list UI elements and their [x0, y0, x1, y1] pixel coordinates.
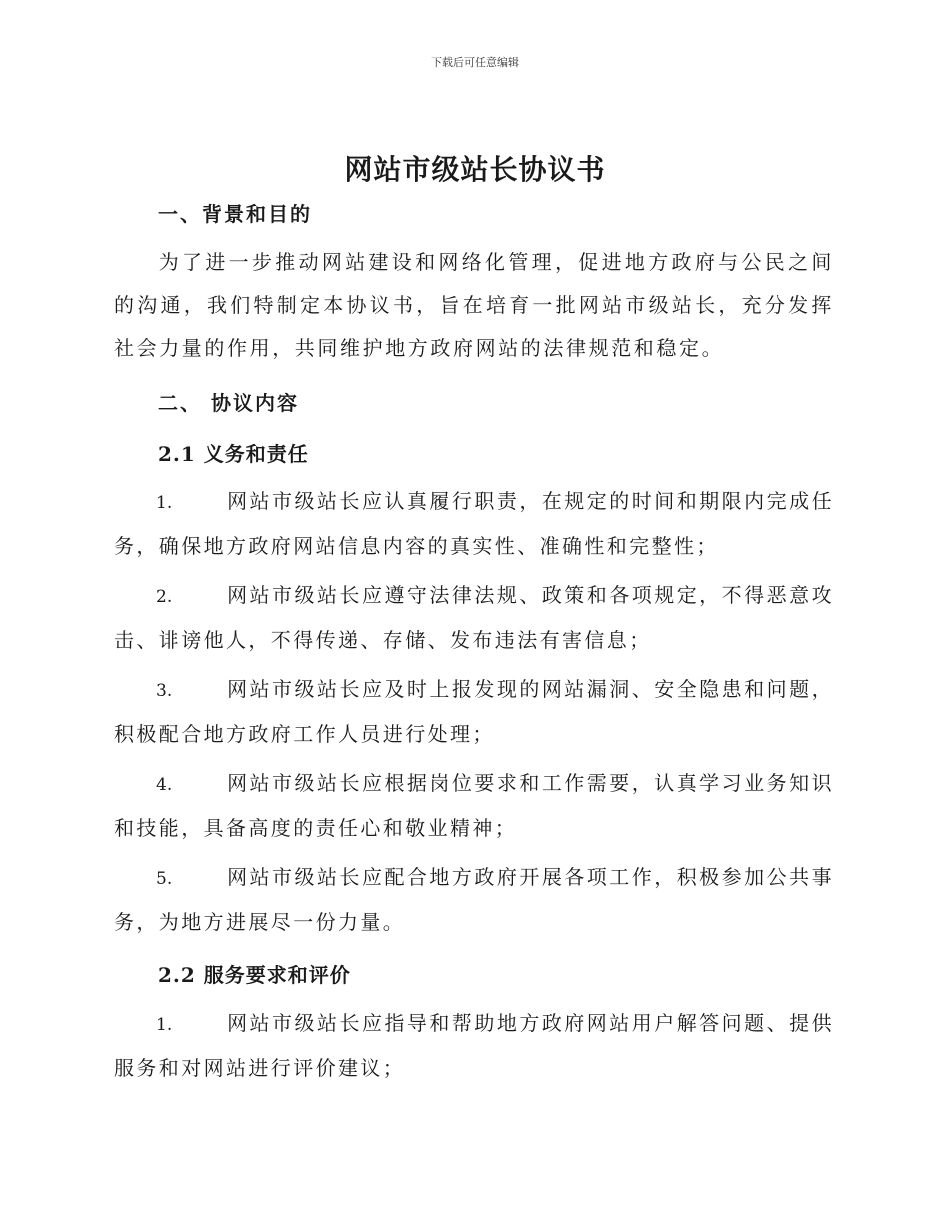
list-item	[114, 480, 834, 568]
list-item-number: 1.	[156, 1015, 173, 1035]
list-item	[114, 856, 834, 944]
page-header-note: 下载后可任意编辑	[431, 56, 519, 69]
list-item	[114, 1002, 834, 1090]
list-item-text: 网站市级站长应遵守法律法规、政策和各项规定，不得恶意攻击、诽谤他人，不得传递、存储、发布违法有害信息；	[114, 583, 834, 652]
document-title: 网站市级站长协议书	[344, 153, 606, 186]
list-item-text: 网站市级站长应及时上报发现的网站漏洞、安全隐患和问题，积极配合地方政府工作人员进行处理；	[114, 677, 834, 746]
list-item-text: 网站市级站长应指导和帮助地方政府网站用户解答问题、提供服务和对网站进行评价建议；	[114, 1011, 834, 1080]
list-item-text: 网站市级站长应根据岗位要求和工作需要，认真学习业务知识和技能，具备高度的责任心和敬业精神；	[114, 771, 834, 840]
list-item	[114, 668, 834, 756]
subsection-2-1-heading: 2.1 义务和责任	[158, 442, 309, 466]
list-item-number: 2.	[156, 587, 173, 607]
section-1-paragraph	[114, 241, 834, 370]
section-1-heading: 一、背景和目的	[158, 202, 312, 226]
section-2-heading: 二、 协议内容	[158, 391, 299, 415]
list-item-number: 4.	[156, 775, 173, 795]
list-item-number: 3.	[156, 681, 173, 701]
list-item-text: 网站市级站长应认真履行职责，在规定的时间和期限内完成任务，确保地方政府网站信息内容的真实性、准确性和完整性；	[114, 489, 834, 558]
list-item-number: 5.	[156, 869, 173, 889]
list-item	[114, 762, 834, 850]
list-item	[114, 574, 834, 662]
subsection-2-2-heading: 2.2 服务要求和评价	[158, 963, 351, 987]
list-item-number: 1.	[156, 493, 173, 513]
section-1-paragraph-text: 为了进一步推动网站建设和网络化管理，促进地方政府与公民之间的沟通，我们特制定本协议书，旨在培育一批网站市级站长，充分发挥社会力量的作用，共同维护地方政府网站的法律规范和稳定。	[114, 250, 834, 360]
list-item-text: 网站市级站长应配合地方政府开展各项工作，积极参加公共事务，为地方进展尽一份力量。	[114, 865, 834, 934]
